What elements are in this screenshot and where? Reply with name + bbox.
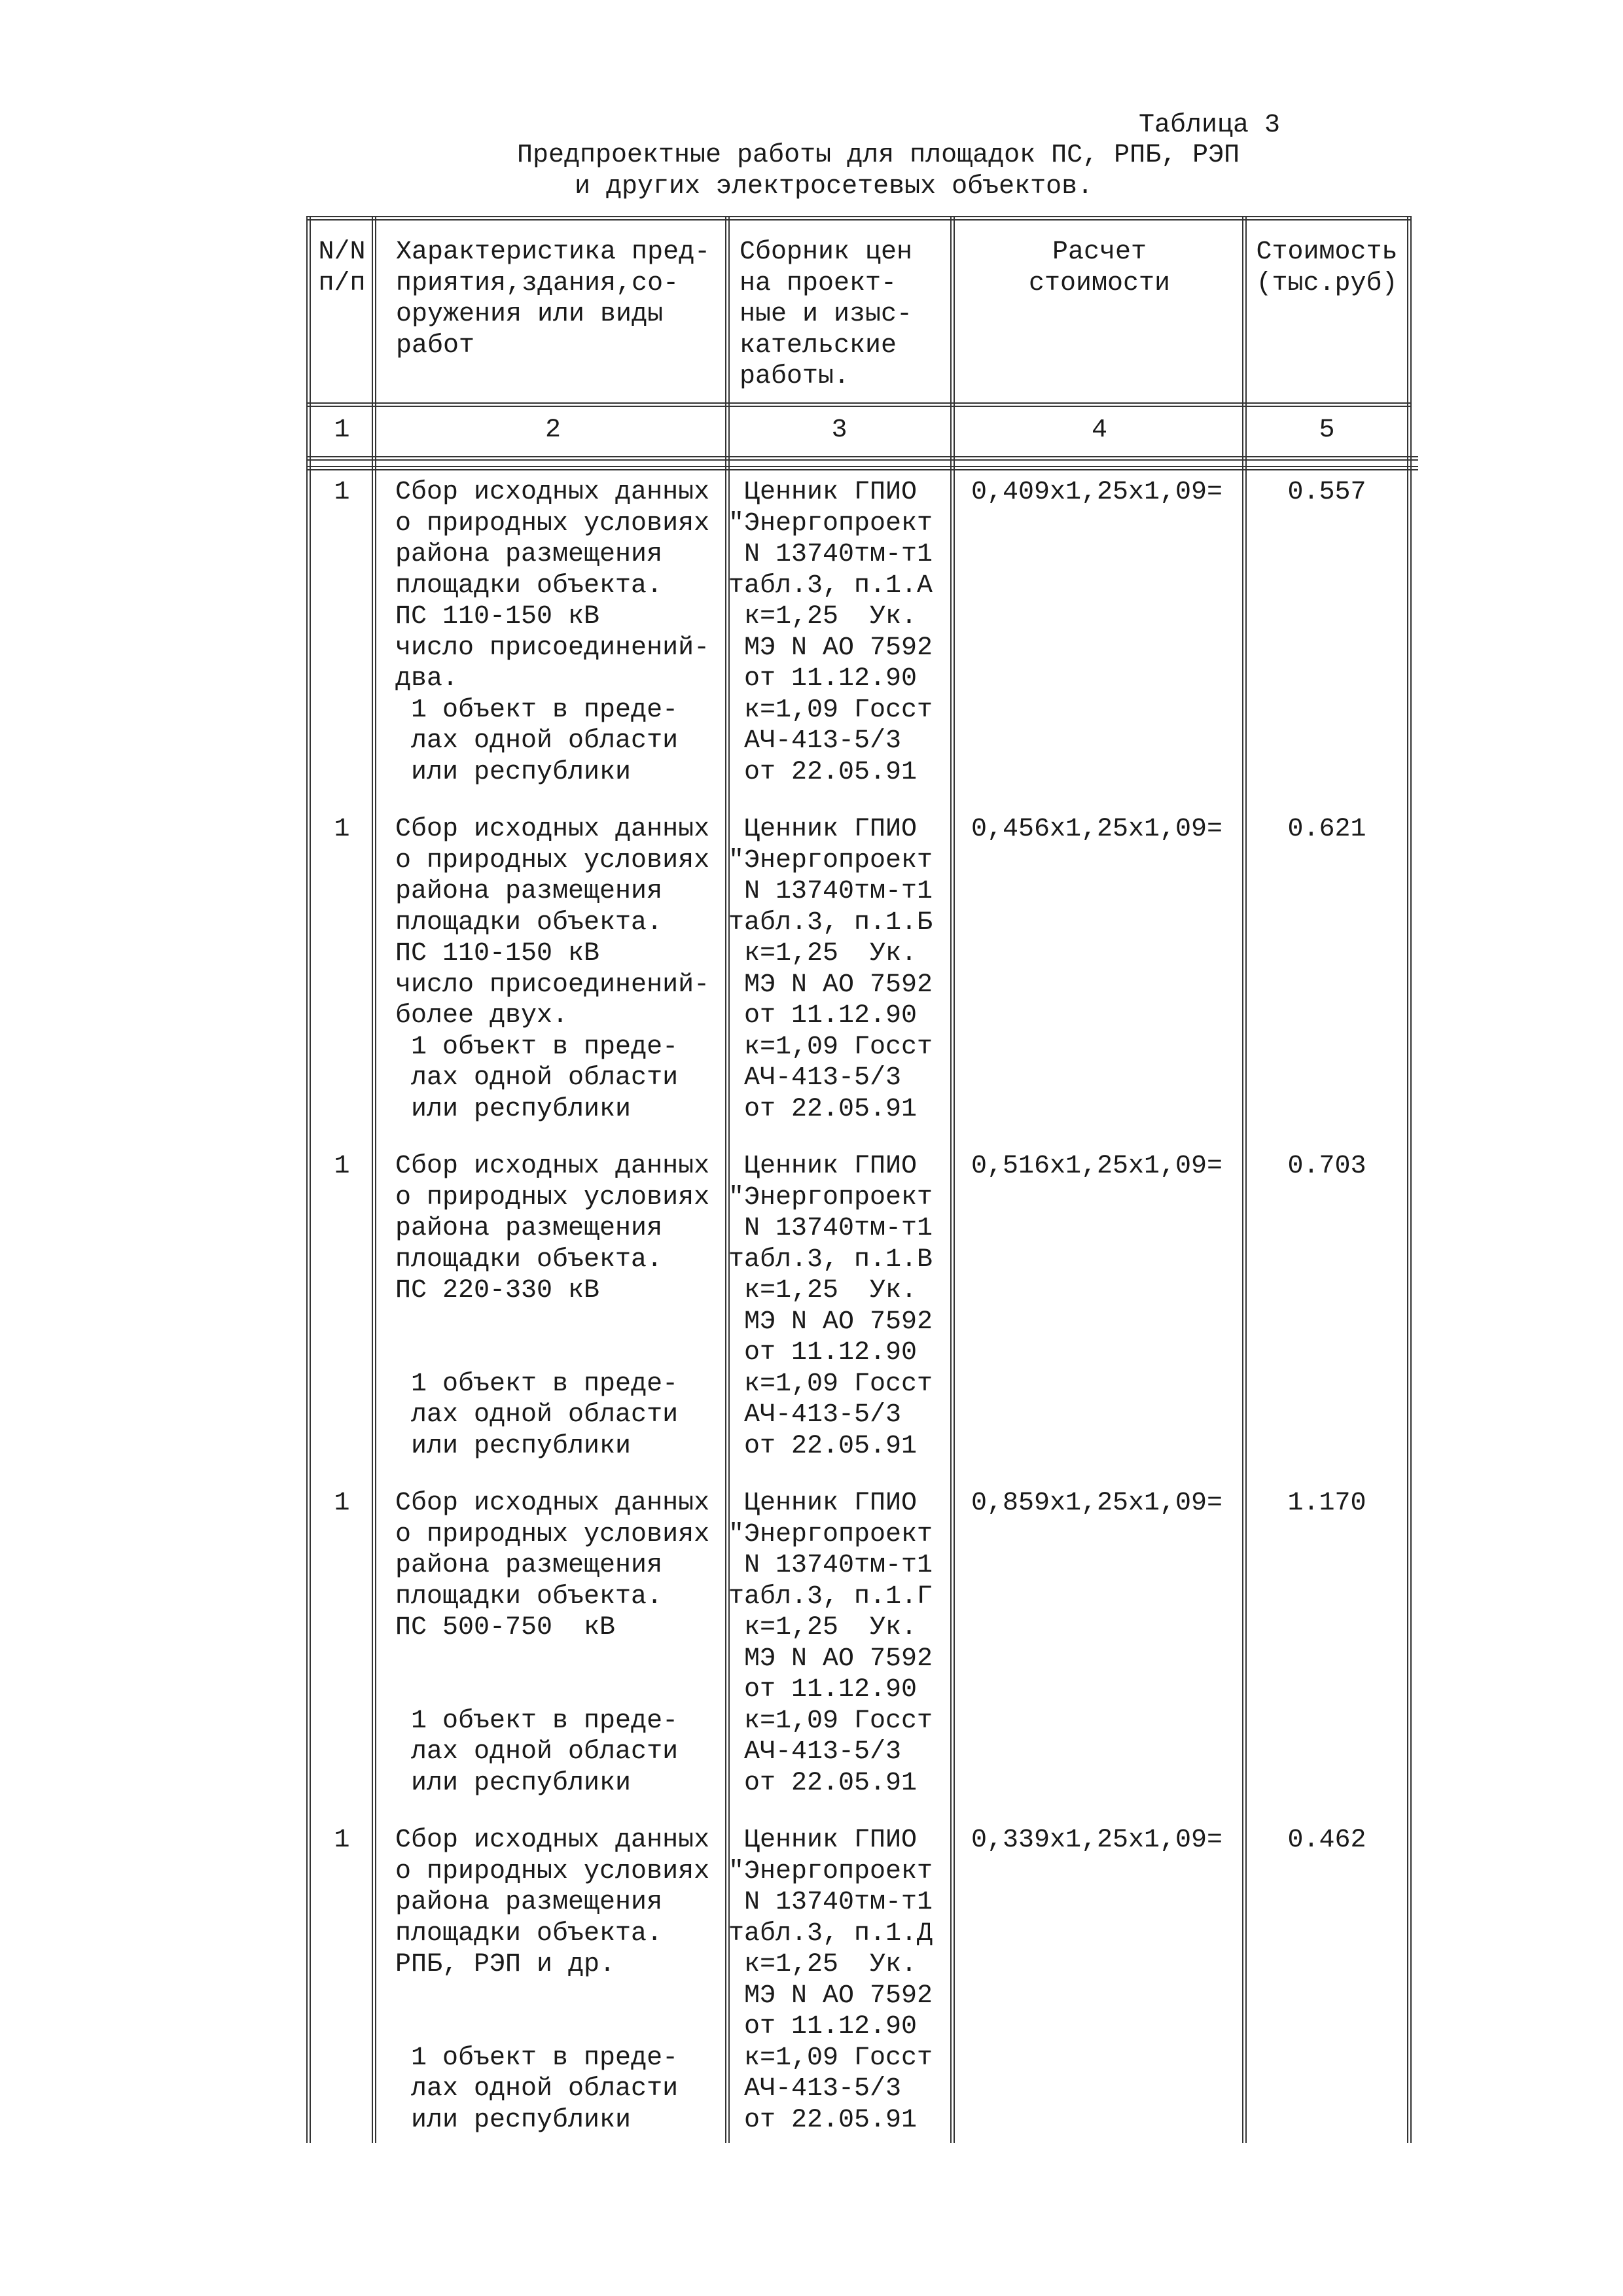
row-catalog-line: N 13740тм-т1 <box>728 540 933 569</box>
row-description <box>395 1825 722 2136</box>
row-description-line: Сбор исходных данных <box>395 815 710 844</box>
row-description-line: о природных условиях <box>395 1182 710 1212</box>
row-catalog-line: к=1,09 Госст <box>728 1706 933 1736</box>
column-header-4-line: Расчет <box>1052 238 1147 267</box>
row-description-line: ПС 110-150 кВ <box>395 602 600 631</box>
row-catalog-line: табл.3, п.1.В <box>728 1245 933 1275</box>
table-title-line-1: Предпроектные работы для площадок ПС, РПБ, РЭП <box>517 141 1240 170</box>
column-header-3-line: ные и изыс- <box>740 300 913 329</box>
row-description-line: два. <box>395 664 459 694</box>
row-description-line: площадки объекта. <box>395 1581 663 1612</box>
row-catalog-line: Ценник ГПИО <box>728 1826 918 1855</box>
column-header-2-line: приятия,здания,со- <box>396 268 679 298</box>
row-catalog-line: к=1,25 Ук. <box>728 1276 918 1305</box>
row-catalog-line: АЧ-413-5/3 <box>728 1063 902 1093</box>
row-catalog-line: МЭ N АО 7592 <box>728 1644 933 1674</box>
column-header-5 <box>1250 237 1404 299</box>
row-catalog-line: к=1,25 Ук. <box>728 1613 918 1642</box>
row-cost: 0.703 <box>1287 1152 1366 1181</box>
column-header-1-line: п/п <box>318 268 366 298</box>
row-description-line: или республики <box>395 2105 632 2135</box>
row-description-line: лах одной области <box>395 1737 679 1767</box>
row-catalog-line: к=1,09 Госст <box>728 1369 933 1399</box>
row-description-line: ПС 110-150 кВ <box>395 939 600 968</box>
row-catalog <box>728 1488 951 1799</box>
row-catalog-line: Ценник ГПИО <box>728 1489 918 1518</box>
row-description-line: 1 объект в преде- <box>395 1369 679 1399</box>
row-description-line: или республики <box>395 1094 632 1124</box>
row-description-line: о природных условиях <box>395 845 710 875</box>
row-catalog-line: от 11.12.90 <box>728 1001 918 1031</box>
row-description-line: района размещения <box>395 1551 663 1580</box>
row-description-line: о природных условиях <box>395 508 710 539</box>
row-description-line: лах одной области <box>395 726 679 756</box>
row-cost: 0.621 <box>1287 815 1366 844</box>
row-number: 1 <box>334 815 350 844</box>
row-catalog-line: к=1,09 Госст <box>728 695 933 725</box>
row-catalog-line: к=1,25 Ук. <box>728 602 918 631</box>
table-vertical-border <box>372 216 376 2143</box>
row-description-line: района размещения <box>395 877 663 906</box>
table-vertical-border <box>950 216 955 2143</box>
row-catalog-line: к=1,25 Ук. <box>728 1950 918 1979</box>
row-description-line: 1 объект в преде- <box>395 2043 679 2073</box>
row-description-line: о природных условиях <box>395 1519 710 1549</box>
row-description-line: или республики <box>395 757 632 787</box>
row-description-line <box>395 1644 722 1675</box>
row-catalog-line: к=1,25 Ук. <box>728 939 918 968</box>
row-catalog-line: МЭ N АО 7592 <box>728 1307 933 1337</box>
table-vertical-border <box>306 216 311 2143</box>
row-catalog-line: от 11.12.90 <box>728 664 918 694</box>
row-catalog-line: табл.3, п.1.Д <box>728 1918 933 1949</box>
column-number-5: 5 <box>1319 415 1335 445</box>
table-horizontal-border <box>306 456 1418 461</box>
row-catalog-line: "Энергопроект <box>728 845 933 875</box>
row-description-line: ПС 220-330 кВ <box>395 1276 600 1305</box>
column-header-3-line: кательские <box>740 330 897 361</box>
row-calculation: 0,339х1,25х1,09= <box>971 1826 1223 1855</box>
table-label: Таблица 3 <box>1139 111 1281 140</box>
row-catalog-line: к=1,09 Госст <box>728 1032 933 1062</box>
row-catalog-line: "Энергопроект <box>728 1182 933 1212</box>
row-catalog-line: АЧ-413-5/3 <box>728 2074 902 2104</box>
row-description-line: Сбор исходных данных <box>395 1826 710 1855</box>
column-header-5-line: (тыс.руб) <box>1256 268 1398 298</box>
row-calculation: 0,516х1,25х1,09= <box>971 1152 1223 1181</box>
row-calculation: 0,409х1,25х1,09= <box>971 478 1223 507</box>
row-number: 1 <box>334 478 350 507</box>
row-description-line <box>395 1674 722 1706</box>
row-catalog-line: к=1,09 Госст <box>728 2043 933 2073</box>
row-catalog <box>728 814 951 1125</box>
column-number-1: 1 <box>334 415 350 445</box>
row-description-line <box>395 1337 722 1369</box>
row-catalog-line: от 22.05.91 <box>728 2105 918 2135</box>
row-description <box>395 1488 722 1799</box>
row-calculation: 0,456х1,25х1,09= <box>971 815 1223 844</box>
row-catalog-line: от 22.05.91 <box>728 1768 918 1798</box>
column-number-3: 3 <box>831 415 847 445</box>
row-catalog-line: N 13740тм-т1 <box>728 877 933 906</box>
column-header-1 <box>314 237 370 299</box>
row-description-line: лах одной области <box>395 1063 679 1093</box>
row-cost: 0.462 <box>1287 1826 1366 1855</box>
row-number: 1 <box>334 1489 350 1518</box>
table-horizontal-border <box>306 402 1412 407</box>
row-catalog-line: Ценник ГПИО <box>728 478 918 507</box>
column-number-2: 2 <box>544 415 561 445</box>
row-description-line: лах одной области <box>395 1400 679 1430</box>
row-catalog-line: от 22.05.91 <box>728 1094 918 1124</box>
row-description-line: района размещения <box>395 1888 663 1917</box>
row-catalog-line: МЭ N АО 7592 <box>728 633 933 663</box>
row-catalog-line: "Энергопроект <box>728 1519 933 1549</box>
row-catalog-line: N 13740тм-т1 <box>728 1551 933 1580</box>
row-description-line: площадки объекта. <box>395 908 663 938</box>
column-header-2-line: Характеристика пред- <box>396 238 711 267</box>
table-title-line-2: и других электросетевых объектов. <box>575 172 1094 202</box>
row-description-line: района размещения <box>395 1214 663 1243</box>
row-description-line: площадки объекта. <box>395 571 663 601</box>
row-catalog-line: АЧ-413-5/3 <box>728 1400 902 1430</box>
row-catalog-line: АЧ-413-5/3 <box>728 726 902 756</box>
row-description-line: о природных условиях <box>395 1856 710 1886</box>
row-description <box>395 477 722 788</box>
row-description-line: Сбор исходных данных <box>395 478 710 507</box>
column-header-2-line: работ <box>396 330 475 361</box>
row-cost: 0.557 <box>1287 478 1366 507</box>
row-catalog <box>728 1151 951 1462</box>
row-description-line: число присоединений- <box>395 970 710 1000</box>
row-description-line: РПБ, РЭП и др. <box>395 1950 616 1979</box>
row-calculation: 0,859х1,25х1,09= <box>971 1489 1223 1518</box>
row-catalog-line: N 13740тм-т1 <box>728 1888 933 1917</box>
row-description-line <box>395 1307 722 1338</box>
row-catalog-line: АЧ-413-5/3 <box>728 1737 902 1767</box>
row-description <box>395 814 722 1125</box>
table-horizontal-border <box>306 466 1418 470</box>
column-header-3-line: работы. <box>740 362 850 391</box>
row-description-line: района размещения <box>395 540 663 569</box>
row-description-line: Сбор исходных данных <box>395 1152 710 1181</box>
row-catalog <box>728 1825 951 2136</box>
column-header-4 <box>959 237 1240 299</box>
row-description-line: более двух. <box>395 1001 569 1031</box>
table-vertical-border <box>1407 216 1412 2143</box>
row-description-line: 1 объект в преде- <box>395 695 679 725</box>
row-description-line: 1 объект в преде- <box>395 1032 679 1062</box>
table-horizontal-border <box>306 216 1412 221</box>
row-description-line: ПС 500-750 кВ <box>395 1613 616 1642</box>
row-catalog-line: от 22.05.91 <box>728 757 918 787</box>
row-description-line: число присоединений- <box>395 633 710 663</box>
row-catalog-line: N 13740тм-т1 <box>728 1214 933 1243</box>
row-catalog-line: от 11.12.90 <box>728 1675 918 1704</box>
row-description-line: 1 объект в преде- <box>395 1706 679 1736</box>
row-catalog-line: Ценник ГПИО <box>728 815 918 844</box>
column-header-3-line: на проект- <box>740 268 897 298</box>
row-description-line: Сбор исходных данных <box>395 1489 710 1518</box>
row-catalog <box>728 477 951 788</box>
row-catalog-line: от 11.12.90 <box>728 1338 918 1368</box>
row-catalog-line: табл.3, п.1.Г <box>728 1581 933 1612</box>
row-number: 1 <box>334 1152 350 1181</box>
row-cost: 1.170 <box>1287 1489 1366 1518</box>
column-number-4: 4 <box>1091 415 1107 445</box>
row-catalog-line: "Энергопроект <box>728 1856 933 1886</box>
column-header-3 <box>740 237 949 393</box>
column-header-2 <box>396 237 723 361</box>
row-catalog-line: табл.3, п.1.А <box>728 571 933 601</box>
row-description-line: площадки объекта. <box>395 1918 663 1949</box>
row-description-line: площадки объекта. <box>395 1245 663 1275</box>
row-description-line: или республики <box>395 1768 632 1798</box>
row-catalog-line: МЭ N АО 7592 <box>728 1981 933 2011</box>
row-description-line <box>395 1981 722 2012</box>
column-header-2-line: оружения или виды <box>396 300 664 329</box>
column-header-5-line: Стоимость <box>1256 238 1398 267</box>
row-catalog-line: "Энергопроект <box>728 508 933 539</box>
row-catalog-line: табл.3, п.1.Б <box>728 908 933 938</box>
row-catalog-line: от 22.05.91 <box>728 1431 918 1461</box>
row-catalog-line: МЭ N АО 7592 <box>728 970 933 1000</box>
row-description-line: лах одной области <box>395 2074 679 2104</box>
row-number: 1 <box>334 1826 350 1855</box>
row-catalog-line: Ценник ГПИО <box>728 1152 918 1181</box>
row-catalog-line: от 11.12.90 <box>728 2012 918 2041</box>
row-description-line: или республики <box>395 1431 632 1461</box>
column-header-4-line: стоимости <box>1028 268 1171 298</box>
column-header-1-line: N/N <box>318 238 366 267</box>
row-description-line <box>395 2011 722 2043</box>
row-description <box>395 1151 722 1462</box>
column-header-3-line: Сборник цен <box>740 238 913 267</box>
